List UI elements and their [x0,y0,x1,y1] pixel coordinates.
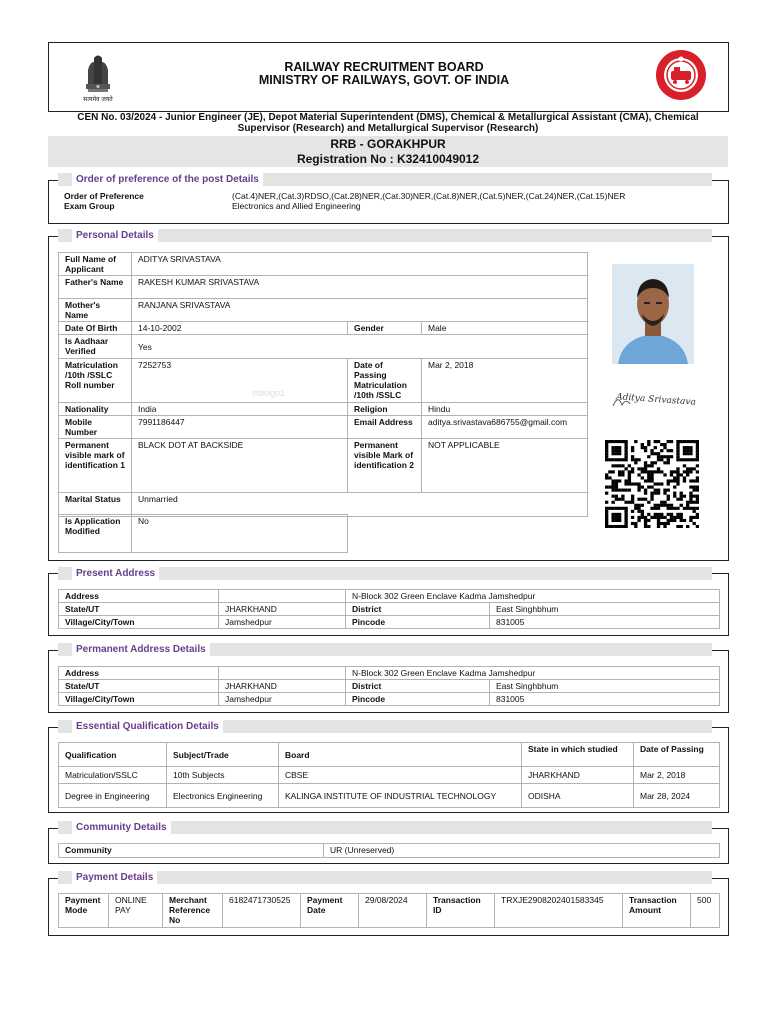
qualification-title: Essential Qualification Details [72,720,223,733]
applicant-photo [612,264,694,364]
permanent-district-value: East Singhbhum [490,680,720,693]
present-address-label: Address [59,590,219,603]
date-header: Date of Passing [634,743,720,767]
state-header: State in which studied [522,743,634,767]
full-name-value: ADITYA SRIVASTAVA [132,253,588,276]
present-district-value: East Singhbhum [490,603,720,616]
date-cell: Mar 2, 2018 [634,767,720,784]
nationality-value: India [132,403,348,416]
religion-value: Hindu [422,403,588,416]
permanent-pincode-value: 831005 [490,693,720,706]
cen-notice: CEN No. 03/2024 - Junior Engineer (JE), Depot Material Superintendent (DMS), Chemical & Metallurgical Assistant (CMA), Chemical Supervisor (Research) and Metallurgical Supervisor (Research) [77,112,699,134]
present-village-value: Jamshedpur [219,616,346,629]
permanent-address-title: Permanent Address Details [72,643,210,656]
father-label: Father's Name [59,276,132,299]
payment-date-label: Payment Date [301,894,359,928]
permanent-state-value: JHARKHAND [219,680,346,693]
mother-value: RANJANA SRIVASTAVA [132,299,588,322]
table-row [59,784,720,808]
modified-label: Is Application Modified [59,515,132,553]
payment-mode-label: Payment Mode [59,894,109,928]
watermark-text: rrblogo1 [252,388,286,398]
transaction-id-value: TRXJE2908202401583345 [495,894,623,928]
state-cell: ODISHA [522,784,634,808]
religion-label: Religion [348,403,422,416]
board-cell: KALINGA INSTITUTE OF INDUSTRIAL TECHNOLOGY [279,784,522,808]
order-label: Order of Preference [64,191,144,201]
present-address-title: Present Address [72,567,159,580]
order-value: (Cat.4)NER,(Cat.3)RDSO,(Cat.28)NER,(Cat.30)NER,(Cat.8)NER,(Cat.5)NER,(Cat.24)NER,(Cat.15)NER [232,191,626,201]
payment-mode-value: ONLINE PAY [109,894,163,928]
mark1-value: BLACK DOT AT BACKSIDE [132,439,348,493]
transaction-amount-value: 500 [691,894,720,928]
payment-date-value: 29/08/2024 [359,894,427,928]
passing-value: Mar 2, 2018 [422,359,588,403]
full-name-label: Full Name of Applicant [59,253,132,276]
preference-title: Order of preference of the post Details [72,173,263,186]
mother-label: Mother's Name [59,299,132,322]
email-value: aditya.srivastava686755@gmail.com [422,416,588,439]
rrb-band [48,136,728,167]
emblem-caption: सत्यमेव जयते [83,96,113,103]
preference-table [58,191,718,211]
matric-label: Matriculation /10th /SSLC Roll number [59,359,132,403]
dob-label: Date Of Birth [59,322,132,335]
permanent-address-value: N-Block 302 Green Enclave Kadma Jamshedpur [346,667,720,680]
subject-header: Subject/Trade [167,743,279,767]
permanent-address-label: Address [59,667,219,680]
gender-label: Gender [348,322,422,335]
transaction-id-label: Transaction ID [427,894,495,928]
community-table [58,843,720,858]
qual-cell: Degree in Engineering [59,784,167,808]
permanent-village-label: Village/City/Town [59,693,219,706]
subject-cell: 10th Subjects [167,767,279,784]
permanent-district-label: District [346,680,490,693]
personal-title: Personal Details [72,229,158,242]
signature-image [610,392,700,412]
table-row [59,767,720,784]
present-pincode-label: Pincode [346,616,490,629]
mobile-value: 7991186447 [132,416,348,439]
father-value: RAKESH KUMAR SRIVASTAVA [132,276,588,299]
state-cell: JHARKHAND [522,767,634,784]
modified-value: No [132,515,348,553]
nationality-label: Nationality [59,403,132,416]
registration-number: Registration No : K32410049012 [296,152,480,166]
payment-table [58,893,720,928]
present-pincode-value: 831005 [490,616,720,629]
present-address-value: N-Block 302 Green Enclave Kadma Jamshedpur [346,590,720,603]
personal-table [58,252,588,517]
dob-value: 14-10-2002 [132,322,348,335]
matric-value: 7252753 [132,359,348,403]
board-header: Board [279,743,522,767]
mark2-value: NOT APPLICABLE [422,439,588,493]
permanent-village-value: Jamshedpur [219,693,346,706]
merchant-ref-value: 6182471730525 [223,894,301,928]
gender-value: Male [422,322,588,335]
exam-group-value: Electronics and Allied Engineering [232,201,361,211]
modified-table [58,514,348,553]
subject-cell: Electronics Engineering [167,784,279,808]
mobile-label: Mobile Number [59,416,132,439]
aadhaar-label: Is Aadhaar Verified [59,335,132,359]
present-village-label: Village/City/Town [59,616,219,629]
board-cell: CBSE [279,767,522,784]
permanent-pincode-label: Pincode [346,693,490,706]
board-title: RAILWAY RECRUITMENT BOARD [284,60,484,74]
present-state-value: JHARKHAND [219,603,346,616]
community-value: UR (Unreserved) [324,844,720,858]
passing-label: Date of Passing Matriculation /10th /SSLC [348,359,422,403]
exam-group-label: Exam Group [64,201,115,211]
merchant-ref-label: Merchant Reference No [163,894,223,928]
present-state-label: State/UT [59,603,219,616]
qual-cell: Matriculation/SSLC [59,767,167,784]
qualification-table [58,742,720,808]
marital-value: Unmarried [132,493,588,517]
mark1-label: Permanent visible mark of identification 1 [59,439,132,493]
signature-text: Aditya Srivastava [615,392,697,408]
permanent-state-label: State/UT [59,680,219,693]
transaction-amount-label: Transaction Amount [623,894,691,928]
marital-label: Marital Status [59,493,132,517]
present-district-label: District [346,603,490,616]
aadhaar-value: Yes [132,335,588,359]
present-address-table [58,589,720,629]
qr-code-icon [605,440,699,528]
community-label: Community [59,844,324,858]
date-cell: Mar 28, 2024 [634,784,720,808]
email-label: Email Address [348,416,422,439]
mark2-label: Permanent visible Mark of identification 2 [348,439,422,493]
ministry-title: MINISTRY OF RAILWAYS, GOVT. OF INDIA [258,73,510,87]
community-title: Community Details [72,821,171,834]
permanent-address-table [58,666,720,706]
rrb-name: RRB - GORAKHPUR [330,137,446,151]
qualification-header: Qualification [59,743,167,767]
indian-railways-logo [655,49,707,101]
payment-title: Payment Details [72,871,157,884]
